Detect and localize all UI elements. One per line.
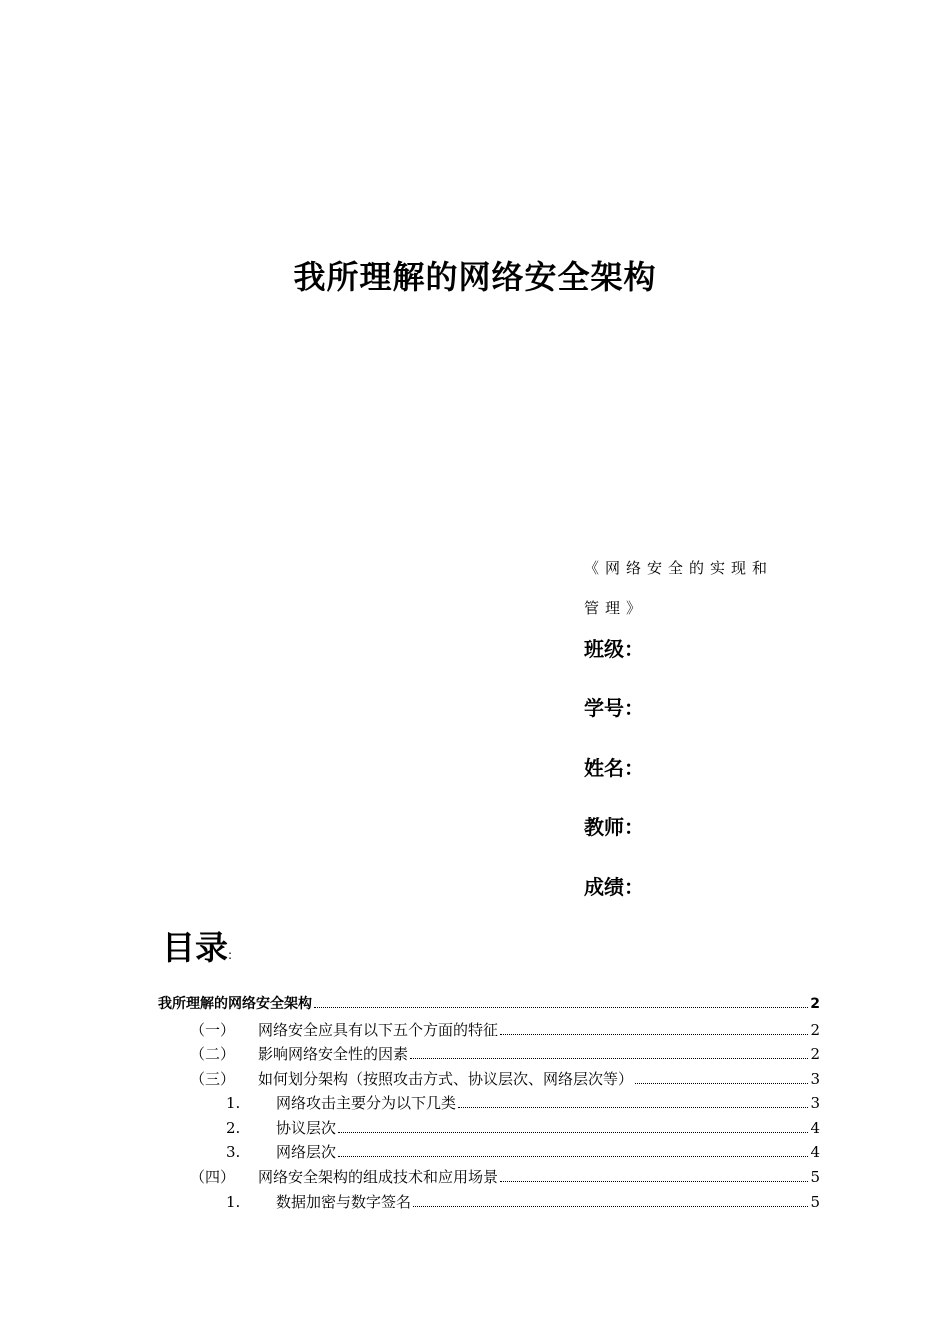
toc-entry-text: 网络层次 <box>276 1143 337 1161</box>
field-grade: 成绩： <box>584 875 644 899</box>
toc-entry-number: 3. <box>226 1143 241 1161</box>
toc-entry-number: （二） <box>190 1045 236 1063</box>
toc-entry-text: 如何划分架构（按照攻击方式、协议层次、网络层次等） <box>258 1070 634 1088</box>
toc-heading <box>162 922 232 969</box>
toc-entry-page: 3 <box>810 1094 820 1112</box>
toc-leader <box>314 1006 808 1008</box>
toc-entry-text: 协议层次 <box>276 1119 337 1137</box>
toc-entry[interactable] <box>226 1116 820 1140</box>
toc-entry-number: 1. <box>226 1193 241 1211</box>
toc-entry-page: 3 <box>810 1070 820 1088</box>
toc-leader <box>338 1155 808 1157</box>
toc-entry-number: 1. <box>226 1094 241 1112</box>
toc-entry[interactable] <box>190 1165 820 1189</box>
toc-entry-page: 2 <box>810 1045 820 1063</box>
toc-entry-text: 网络安全架构的组成技术和应用场景 <box>258 1168 499 1186</box>
toc-entry-number: （四） <box>190 1168 236 1186</box>
toc-entry-page: 2 <box>810 996 820 1012</box>
toc-entry[interactable] <box>158 992 820 1016</box>
toc-entry[interactable] <box>190 1042 820 1066</box>
field-teacher: 教师： <box>584 815 644 839</box>
toc-leader <box>410 1057 808 1059</box>
toc-entry-number: （一） <box>190 1021 236 1039</box>
toc-entry[interactable] <box>226 1190 820 1214</box>
field-student-id: 学号： <box>584 696 644 720</box>
course-name: 《网络安全的实现和管理》 <box>584 559 774 617</box>
toc-entry-page: 5 <box>810 1168 820 1186</box>
field-class: 班级： <box>584 637 644 661</box>
toc-entry-page: 4 <box>810 1143 820 1161</box>
toc-entry-text: 网络攻击主要分为以下几类 <box>276 1094 457 1112</box>
toc-leader <box>500 1180 808 1182</box>
toc-entry-text: 数据加密与数字签名 <box>276 1193 412 1211</box>
toc-entry[interactable] <box>190 1018 820 1042</box>
toc-entry-text: 影响网络安全性的因素 <box>258 1045 409 1063</box>
toc-entry-number: （三） <box>190 1070 236 1088</box>
document-title: 我所理解的网络安全架构 <box>293 258 657 296</box>
toc-entry-page: 2 <box>810 1021 820 1039</box>
toc-entry-page: 5 <box>810 1193 820 1211</box>
toc-heading-colon: : <box>228 948 233 962</box>
toc-entry[interactable] <box>226 1091 820 1115</box>
toc-entry-page: 4 <box>810 1119 820 1137</box>
toc-leader <box>338 1131 808 1133</box>
toc-leader <box>458 1106 808 1108</box>
field-name: 姓名： <box>584 756 644 780</box>
toc-entry[interactable] <box>190 1067 820 1091</box>
toc-entry[interactable] <box>226 1140 820 1164</box>
toc-entry-text: 网络安全应具有以下五个方面的特征 <box>258 1021 499 1039</box>
toc-entry-text: 我所理解的网络安全架构 <box>158 996 312 1012</box>
toc-leader <box>635 1082 808 1084</box>
toc-leader <box>413 1205 808 1207</box>
toc-leader <box>500 1033 808 1035</box>
toc-entry-number: 2. <box>226 1119 241 1137</box>
toc-heading-text: 目录 <box>162 928 228 967</box>
